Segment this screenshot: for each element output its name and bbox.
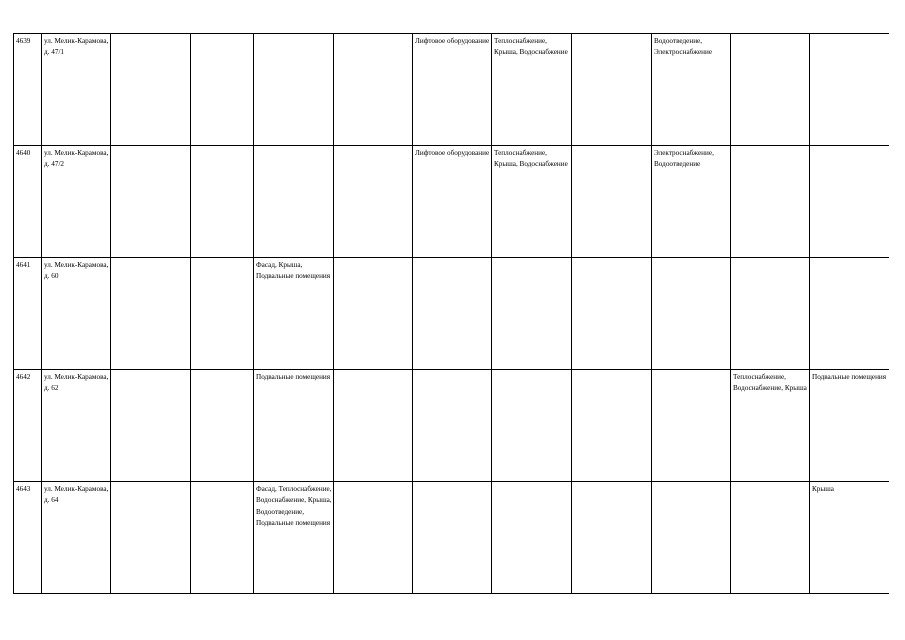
table-cell-c3 [111,34,191,146]
table-row [14,34,889,146]
repair-schedule-table [13,33,889,594]
table-cell-c11 [731,34,810,146]
table-cell-c8 [492,482,572,594]
table-cell-c7 [413,370,492,482]
table-cell-c8 [492,258,572,370]
table-cell-c10 [652,258,731,370]
table-cell-c5 [254,146,334,258]
table-cell-c12 [810,34,889,146]
table-cell-c9 [572,258,652,370]
table-cell-c5: Фасад, Крыша, Подвальные помещения [254,258,334,370]
table-cell-c4 [191,146,254,258]
table-cell-c9 [572,370,652,482]
table-cell-c8: Теплоснабжение, Крыша, Водоснабжение [492,146,572,258]
address-cell: ул. Мелик-Карамова, д. 47/2 [42,146,111,258]
address-cell: ул. Мелик-Карамова, д. 64 [42,482,111,594]
table-cell-c4 [191,34,254,146]
row-number-cell: 4640 [14,146,42,258]
table-cell-c3 [111,482,191,594]
table-cell-c6 [334,482,413,594]
table-row [14,258,889,370]
table-cell-c10: Водоотведение, Электроснабжение [652,34,731,146]
table-cell-c11: Теплоснабжение, Водоснабжение, Крыша [731,370,810,482]
table-cell-c7: Лифтовое оборудование [413,34,492,146]
table-cell-c4 [191,258,254,370]
table-cell-c11 [731,146,810,258]
table-body [14,34,889,594]
address-cell: ул. Мелик-Карамова, д. 60 [42,258,111,370]
table-cell-c6 [334,370,413,482]
table-cell-c8: Теплоснабжение, Крыша, Водоснабжение [492,34,572,146]
table-cell-c5: Подвальные помещения [254,370,334,482]
address-cell: ул. Мелик-Карамова, д. 47/1 [42,34,111,146]
table-cell-c9 [572,34,652,146]
table-cell-c3 [111,146,191,258]
table-cell-c11 [731,482,810,594]
table-cell-c3 [111,370,191,482]
table-cell-c6 [334,146,413,258]
row-number-cell: 4642 [14,370,42,482]
table-cell-c4 [191,482,254,594]
table-cell-c12 [810,258,889,370]
table-cell-c9 [572,146,652,258]
table-cell-c7 [413,482,492,594]
table-cell-c4 [191,370,254,482]
table-cell-c6 [334,258,413,370]
row-number-cell: 4643 [14,482,42,594]
table-cell-c7: Лифтовое оборудование [413,146,492,258]
table-cell-c3 [111,258,191,370]
table-cell-c12: Крыша [810,482,889,594]
row-number-cell: 4641 [14,258,42,370]
table-row [14,146,889,258]
table-cell-c5: Фасад, Теплоснабжение, Водоснабжение, Крыша, Водоотведение, Подвальные помещения [254,482,334,594]
row-number-cell: 4639 [14,34,42,146]
table-cell-c11 [731,258,810,370]
table-cell-c10: Электроснабжение, Водоотведение [652,146,731,258]
table-cell-c9 [572,482,652,594]
table-cell-c12 [810,146,889,258]
table-cell-c8 [492,370,572,482]
address-cell: ул. Мелик-Карамова, д. 62 [42,370,111,482]
table-cell-c10 [652,482,731,594]
table-row [14,482,889,594]
table-cell-c6 [334,34,413,146]
table-cell-c7 [413,258,492,370]
table-cell-c12: Подвальные помещения [810,370,889,482]
table-cell-c10 [652,370,731,482]
table-cell-c5 [254,34,334,146]
table-row [14,370,889,482]
